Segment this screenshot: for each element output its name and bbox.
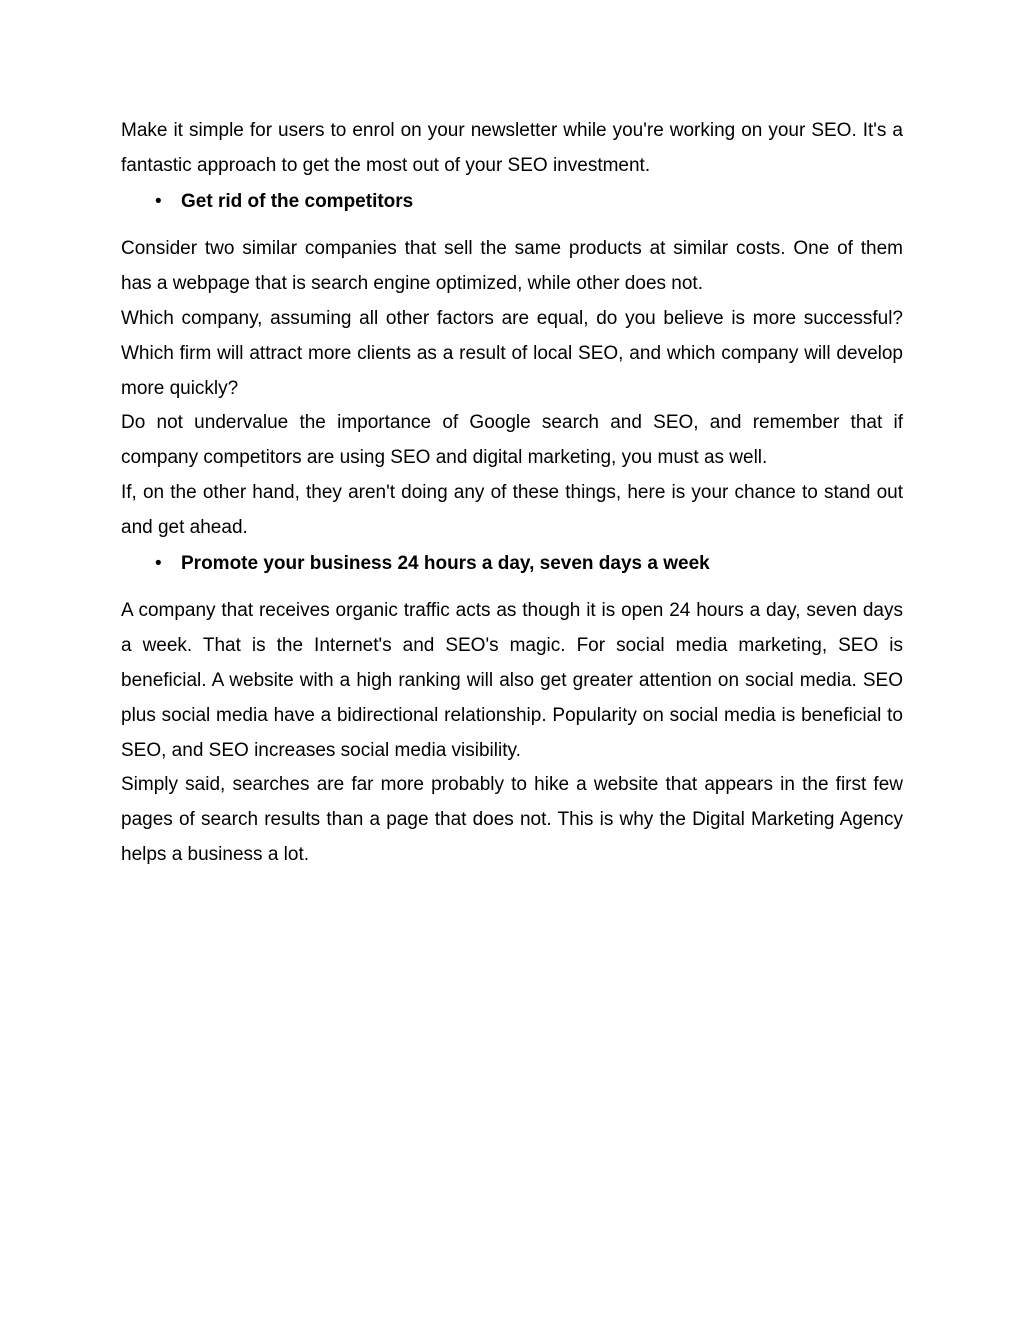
- bullet-icon: •: [155, 552, 162, 574]
- bullet-item-promote: [121, 547, 903, 582]
- paragraph-newsletter: Make it simple for users to enrol on your newsletter while you're working on your SEO. It's a fantastic approach to get the most out of your SEO investment.: [121, 120, 903, 176]
- paragraph-organic-traffic: A company that receives organic traffic acts as though it is open 24 hours a day, seven days a week. That is the Internet's and SEO's magic. For social media marketing, SEO is beneficial. A website with a high ranking will also get greater attention on social media. SEO plus social media have a bidirectional relationship. Popularity on social media is beneficial to SEO, and SEO increases social media visibility.: [121, 600, 903, 761]
- document-page: [121, 114, 903, 873]
- bullet-list-promote: [121, 547, 903, 582]
- bullet-list-competitors: [121, 185, 903, 220]
- bullet-icon: •: [155, 190, 162, 212]
- bullet-heading-competitors: Get rid of the competitors: [181, 190, 414, 212]
- bullet-item-competitors: [121, 185, 903, 220]
- paragraph-stand-out: If, on the other hand, they aren't doing any of these things, here is your chance to stand out and get ahead.: [121, 481, 903, 538]
- bullet-heading-promote: Promote your business 24 hours a day, seven days a week: [181, 552, 710, 574]
- paragraph-google-search: Do not undervalue the importance of Google search and SEO, and remember that if company competitors are using SEO and digital marketing, you must as well.: [121, 412, 903, 469]
- paragraph-two-companies: Consider two similar companies that sell the same products at similar costs. One of them has a webpage that is search engine optimized, while other does not.: [121, 238, 903, 295]
- paragraph-simply-said: Simply said, searches are far more probably to hike a website that appears in the first few pages of search results than a page that does not. This is why the Digital Marketing Agency helps a business a lot.: [121, 774, 903, 865]
- paragraph-which-company: Which company, assuming all other factors are equal, do you believe is more successful? Which firm will attract more clients as a result of local SEO, and which company will develop more quickly?: [121, 307, 903, 399]
